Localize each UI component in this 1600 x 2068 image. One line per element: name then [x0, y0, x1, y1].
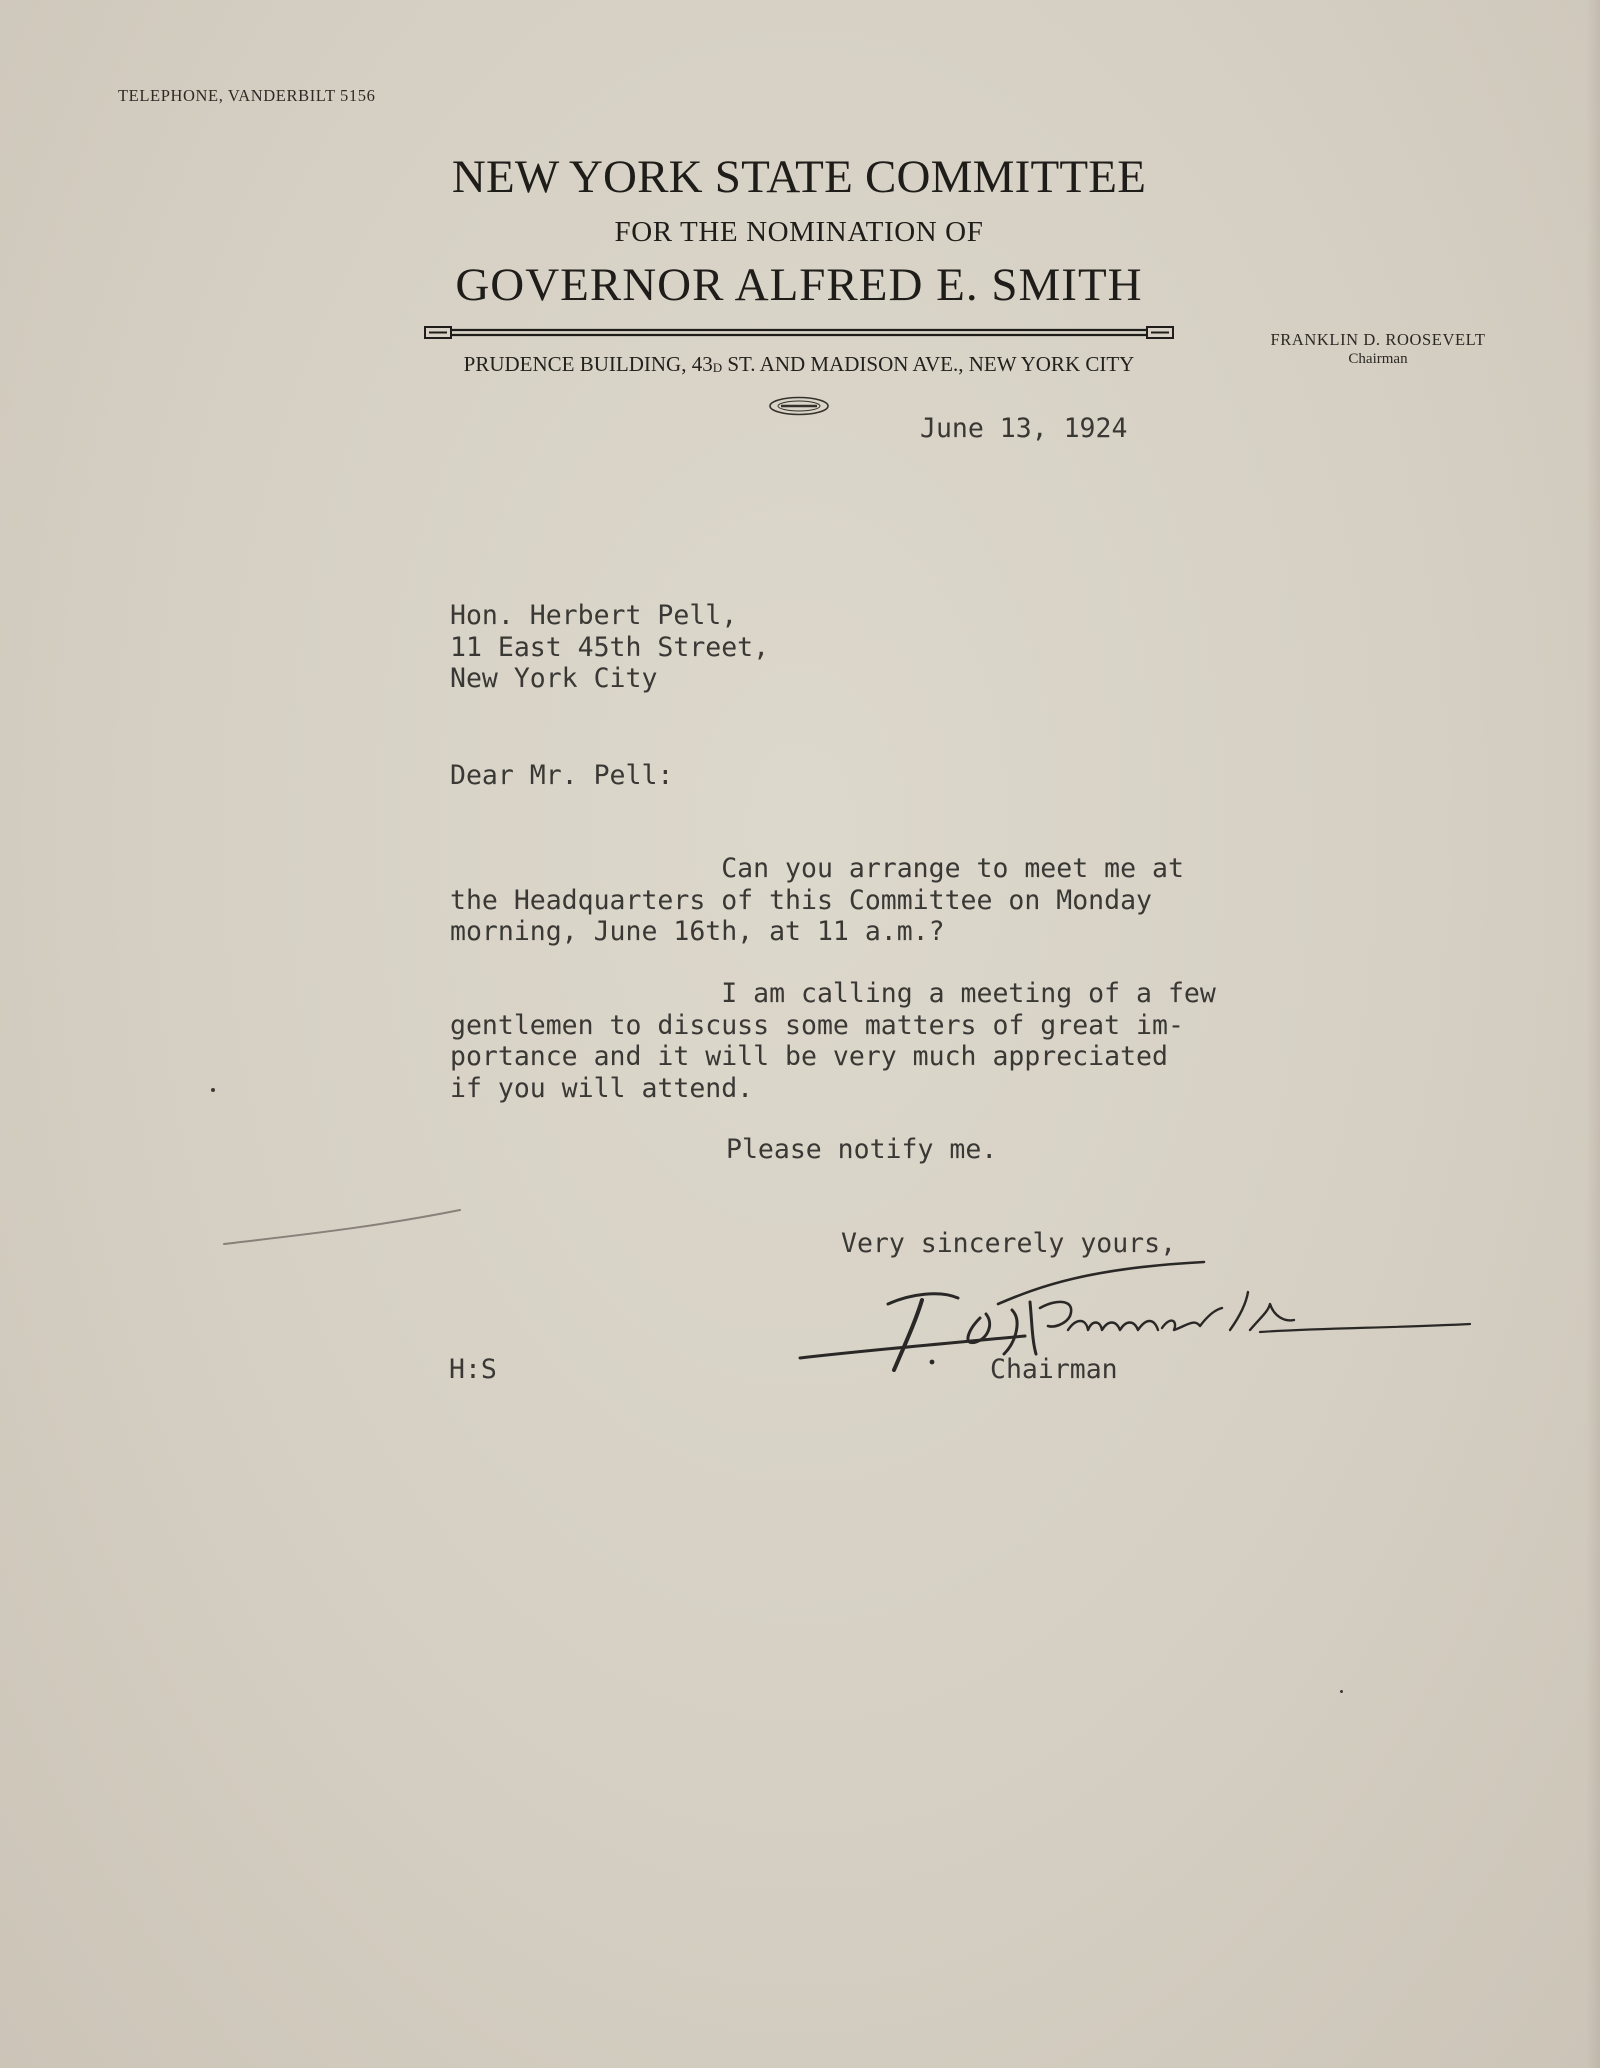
letter-date: June 13, 1924 — [920, 413, 1128, 444]
salutation: Dear Mr. Pell: — [450, 760, 674, 791]
letterhead-title: NEW YORK STATE COMMITTEE — [451, 151, 1147, 203]
address-ordinal-suffix: D — [712, 360, 723, 375]
letterhead-address — [424, 352, 1174, 377]
body-paragraph-2: I am calling a meeting of a few gentlemen to discuss some matters of great im- portance and it will be very much appreciated if you will attend. — [450, 978, 1216, 1104]
paper-speck — [1340, 1690, 1343, 1693]
letterhead-telephone: TELEPHONE, VANDERBILT 5156 — [118, 86, 376, 105]
sheet-edge-shadow — [1586, 0, 1600, 2068]
handwritten-signature — [790, 1258, 1480, 1408]
union-label-icon — [768, 396, 830, 416]
recipient-address: Hon. Herbert Pell, 11 East 45th Street, New York City — [450, 600, 770, 694]
typist-initials: H:S — [449, 1354, 497, 1385]
closing: Very sincerely yours, — [841, 1228, 1177, 1259]
chairman-role: Chairman — [1348, 351, 1408, 367]
signer-title: Chairman — [990, 1354, 1118, 1385]
body-paragraph-3: Please notify me. — [726, 1134, 998, 1165]
letterhead-name: GOVERNOR ALFRED E. SMITH — [455, 259, 1143, 311]
chairman-block — [1228, 330, 1528, 368]
address-part-1: PRUDENCE BUILDING, 43 — [463, 352, 713, 376]
address-part-2: ST. AND MADISON AVE., NEW YORK CITY — [722, 352, 1135, 376]
letterhead-subtitle: FOR THE NOMINATION OF — [614, 216, 984, 248]
letterhead-rule — [424, 325, 1174, 341]
body-paragraph-1: Can you arrange to meet me at the Headquarters of this Committee on Monday morning, June 16th, at 11 a.m.? — [450, 853, 1184, 947]
chairman-name: FRANKLIN D. ROOSEVELT — [1270, 330, 1486, 349]
paper-speck — [211, 1088, 215, 1092]
pencil-stroke — [220, 1200, 470, 1250]
